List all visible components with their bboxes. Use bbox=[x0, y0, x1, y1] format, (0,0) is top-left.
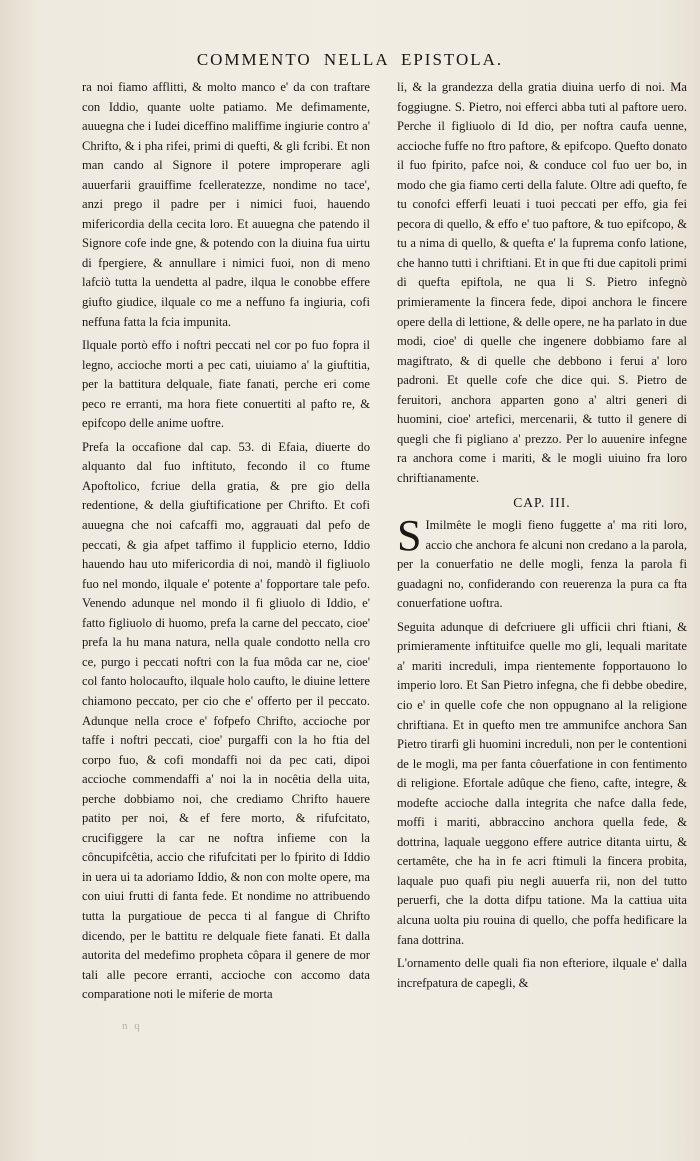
chapter-heading: CAP. III. bbox=[513, 495, 571, 511]
right-paragraph-1: li, & la grandezza della gratia diuina uerfo di noi. Ma foggiugne. S. Pietro, noi efferci abba tuti al paftore uero. Perche il figliuolo di Id dio, per noftra caufa uenne, accioche fuffe no ftro paftore, & epifcopo. Quefto donato il fuo fpirito, pafce noi, & conduce col fuo uer bo, in modo che gia fiamo certi della falute. Oltre adi quefto, fe tu conofci efferfi leuati i tuoi peccati per effo, gia fei pecora di quello, & effo e' tuo paftore, & tuo epifcopo, & tu a nima di quello, & quefta e' la fuprema confo latione, che hanno tutti i chriftiani. Et in que fti due capitoli primi di quefta epiftola, ne qua li S. Pietro infegnò primieramente la fincera fede, dipoi anchora le fincere opere della di lettione, & delle opere, ne ha parlato in due modi, cioe' di quelle che ingenere dobbiamo fare al magiftrato, & di quelle che debbono i ferui a' loro padroni. Et quelle cofe che dice qui. S. Pietro de feruitori, anchora apparten gono a' altri generi di huomini, cioe' artefici, mercenarii, & tutto il genere di quegli che fi pigliano a' prezzo. Per lo auuenire infegne ra anchora come i mariti, & le mogli uiuino fra loro chriftianamente. bbox=[397, 80, 687, 485]
left-paragraph-2: Ilquale portò effo i noftri peccati nel cor po fuo fopra il legno, accioche morti a pec cati, uiuiamo a' la giuftitia, per la battitura delquale, fiate fanati, perche eri come peco re erranti, ma hora fiete conuertiti al pafto re, & epifcopo delle anime uoftre. bbox=[82, 338, 370, 431]
right-column bbox=[397, 78, 687, 993]
right-paragraph-3: Seguita adunque di defcriuere gli ufficii chri ftiani, & primieramente inftituifce quelle mo gli, lequali maritate a' mariti increduli, impa rientemente fopportauono lo imperio loro. Et San Pietro infegna, che fi debbe obedire, cio e' in quelle cofe che non oppugnano al la religione chriftiana. Et in quefto men tre ammunifce anchora San Pietro tirarfi gli huomini increduli, non per le contentioni de le mogli, ma per fanta côuerfatione in con fentimento di religione. Efortale adûque che fieno, cafte, integre, & modefte accioche dalla integrita che nafce dalla fede, moffi i mariti, abbraccino anchora quella fede, & dottrina, laquale ueggono effere autrice ditanta uirtu, & certamête, che ha in fe acri ftimuli la fincera probita, laquale puo quafi piu negli auuerfa rii, non del tutto peruerfi, che la dotta difpu tatione. Ma la cattiua uita alcuna uolta piu rouina di quello, che poffa hedificare la fana dottrina. bbox=[397, 619, 687, 947]
running-title: COMMENTO NELLA EPISTOLA. bbox=[196, 50, 504, 69]
left-column bbox=[82, 78, 370, 1005]
signature-mark: n q bbox=[122, 1020, 142, 1032]
drop-cap-letter: S bbox=[397, 511, 422, 561]
right-paragraph-2 bbox=[397, 511, 687, 614]
left-paragraph-3: Prefa la occafione dal cap. 53. di Efaia, diuerte do alquanto dal fuo inftituto, fecondo il co ftume Apoftolico, fcriue della gratia, & pre gio della redentione, & della giuftificatione per Chrifto. Et cofi auuegna che noi cafcaffi mo, aggrauati dal pefo de peccati, & gia afpet taffimo il fupplicio eterno, Iddio hauendo hau uto mifericordia di noi, mandò il figliuolo fuo nel mondo, ilquale e' potente a' fopportare tale pefo. Venendo adunque nel mondo il fi gliuolo di Iddio, e' fatto figliuolo di huomo, prefa la carne del peccato, cioe' prefa la hu mana natura, nella quale condotto nella cro ce, purgo i peccati noftri con la fua môda car ne, cioe' col fanto holocaufto, ilquale holo caufto, le diuine lettere chiamono peccato, per cio che e' offerto per il peccato. Adunque nella croce e' fofpefo Chrifto, accioche por taffe i noftri peccati, cioe' purgaffi con la ho ftia del corpo fuo, & cofi mondaffi noi da pec cati, dipoi accioche commendaffi a' noi la in nocêtia della uita, perche dobbiamo noi, che crediamo Chrifto hauere patito per noi, & ef fere morto, & rifufcitato, crucifiggere la car ne noftra infieme con la côncupifcêtia, accio che rifufcitati per lo fpirito di Iddio in uera ui ta adoriamo Iddio, & non con molte opere, ma con uiui frutti di fanta fede. Et nondime no attribuendo tutta la purgatioue de pecca ti al fangue di Chrifto dicendo, per le battitu re delquale fiete fanati. Et dalla autorita del medefimo propheta côpara il genere de mor tali alle pecore erranti, accioche con accomo data comparatione noti le miferie de morta bbox=[82, 439, 370, 1002]
left-paragraph-1: ra noi fiamo afflitti, & molto manco e' da con traftare con Iddio, quante uolte patiamo. Me defimamente, auuegna che i Iudei diceffino maliffime ingiurie contro a' Chrifto, & i pha rifei, primi di quefti, & gli fcribi. Et non man cando al Signore il potere improperare agli auuerfarii grauiffime fcelleratezze, nondime no tace', anzi prego il padre per i nimici fuoi, hauendo mifericordia della cecita loro. Et auuegna che patendo il Signore cofe inde gne, & potendo con la diuina fua uirtu di fpergiere, & annullare i nimici fuoi, non di meno lafciò tutta la uendetta al padre, ilqua le conobbe effere giufto giudice, ilquale co me a neffuno fa ingiuria, cofi neffuna fatta la fcia impunita. bbox=[82, 80, 370, 329]
chapter-opening-text: Imilmête le mogli fieno fuggette a' ma riti loro, accio che anchora fe alcuni non credano a la parola, per la conuerfatio ne delle mogli, fenza la parola fi guadagni no, confiderando con reuerenza la pura ca fta conuerfatione uoftra. bbox=[397, 518, 687, 611]
right-paragraph-4: L'ornamento delle quali fia non efteriore, ilquale e' dalla increfpatura de capegli, & bbox=[397, 956, 687, 990]
